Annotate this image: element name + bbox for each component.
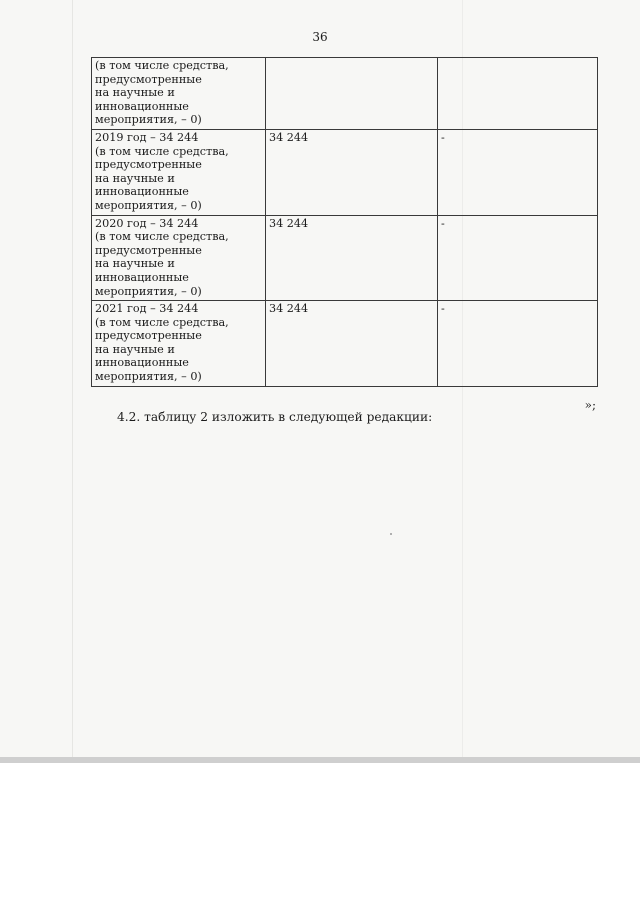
- year-cell: [92, 58, 266, 130]
- cell-text-line: инновационные: [95, 356, 189, 370]
- cell-text-line: (в том числе средства,: [95, 144, 229, 158]
- cell-text-line: предусмотренные: [95, 72, 202, 86]
- other-cell: -: [438, 215, 598, 301]
- page-number: 36: [312, 30, 328, 44]
- cell-text-line: (в том числе средства,: [95, 230, 229, 244]
- year-cell: [92, 129, 266, 215]
- table-row: [92, 215, 598, 301]
- cell-text-line: предусмотренные: [95, 329, 202, 343]
- cell-text-line: 2021 год – 34 244: [95, 302, 199, 316]
- scan-edge-left: [72, 0, 73, 757]
- cell-text-line: мероприятия, – 0): [95, 113, 202, 127]
- cell-text-line: инновационные: [95, 185, 189, 199]
- table-row: [92, 301, 598, 387]
- cell-text-line: предусмотренные: [95, 158, 202, 172]
- table-row: [92, 129, 598, 215]
- total-cell: 34 244: [266, 301, 438, 387]
- table-row: [92, 58, 598, 130]
- other-cell: -: [438, 301, 598, 387]
- instruction-paragraph: 4.2. таблицу 2 изложить в следующей редакции:: [117, 410, 433, 424]
- total-cell: 34 244: [266, 215, 438, 301]
- year-cell: [92, 215, 266, 301]
- total-cell: [266, 58, 438, 130]
- cell-text-line: инновационные: [95, 270, 189, 284]
- cell-text-line: (в том числе средства,: [95, 315, 229, 329]
- cell-text-line: 2019 год – 34 244: [95, 130, 199, 144]
- scan-speck: [390, 533, 392, 535]
- cell-text-line: мероприятия, – 0): [95, 198, 202, 212]
- budget-table: [91, 57, 598, 387]
- year-cell: [92, 301, 266, 387]
- other-cell: [438, 58, 598, 130]
- other-cell: -: [438, 129, 598, 215]
- closing-quote-mark: »;: [584, 398, 596, 412]
- cell-text-line: 2020 год – 34 244: [95, 216, 199, 230]
- cell-text-line: инновационные: [95, 99, 189, 113]
- cell-text-line: на научные и: [95, 257, 175, 271]
- cell-text-line: (в том числе средства,: [95, 59, 229, 72]
- cell-text-line: на научные и: [95, 171, 175, 185]
- cell-text-line: на научные и: [95, 86, 175, 100]
- total-cell: 34 244: [266, 129, 438, 215]
- cell-text-line: мероприятия, – 0): [95, 284, 202, 298]
- cell-text-line: на научные и: [95, 342, 175, 356]
- cell-text-line: предусмотренные: [95, 243, 202, 257]
- cell-text-line: мероприятия, – 0): [95, 370, 202, 384]
